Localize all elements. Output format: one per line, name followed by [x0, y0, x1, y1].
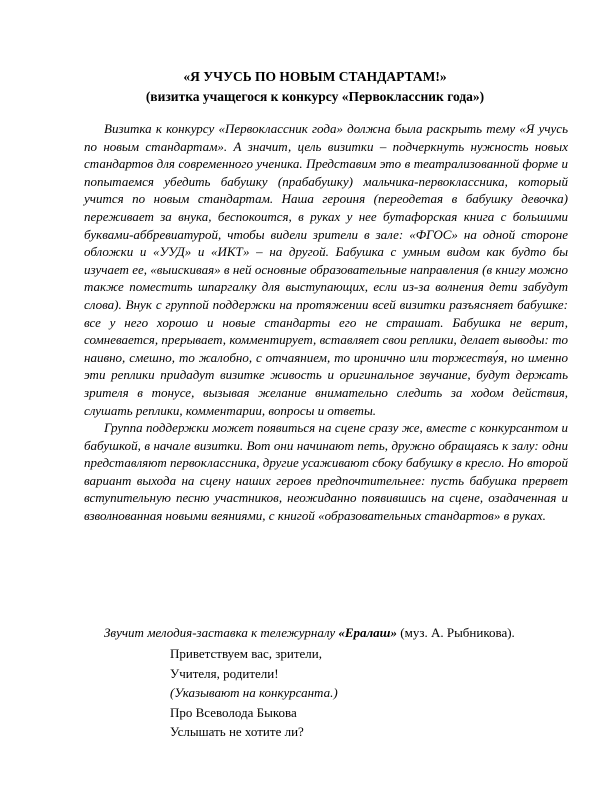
music-cue-line: [104, 624, 574, 642]
stage-direction: (Указывают на конкурсанта.): [170, 685, 338, 701]
paragraph-intro: Визитка к конкурсу «Первоклассник года» должна была раскрыть тему «Я учусь по новым стандартам». А значит, цель визитки – подчеркнуть нужность новых стандартов для современного ученика. Представим это в театрализованной форме и попытаемся убедить бабушку (прабабушку) мальчика-первоклассника, который учится по новым стандартам. Наша героиня (переодетая в бабушку девочка) переживает за внука, беспокоится, в руках у нее бутафорская книга с большими буквами-аббревиатурой, чтобы видели зрители в зале: «ФГОС» на одной стороне обложки и «УУД» и «ИКТ» – на другой. Бабушка с умным видом как будто бы изучает ее, «выискивая» в ней основные образовательные направления (в книгу можно также поместить шпаргалку для выступающих, если из-за волнения дети забудут слова). Внук с группой поддержки на протяжении всей визитки разъясняет бабушке: все у него хорошо и новые стандарты его не страшат. Бабушка не верит, сомневается, прерывает, комментирует, вставляет свои реплики, делает выводы: то наивно, смешно, то жалобно, с отчаянием, то иронично или торжеству́я, но именно эти реплики придадут визитке живость и оригинальное звучание, будут держать зрителя в тонусе, вызывая желание внимательно следить за ходом действия, слушать реплики, комментарии, вопросы и ответы.: [84, 121, 568, 418]
song-verse: [170, 644, 550, 742]
verse-line: Приветствуем вас, зрители,: [170, 646, 322, 661]
document-subtitle: (визитка учащегося к конкурсу «Первоклассник года»): [145, 89, 485, 104]
music-cue-credit: (муз. А. Рыбникова).: [397, 625, 515, 640]
music-cue-lead: Звучит мелодия-заставка к тележурналу: [104, 625, 339, 640]
verse-line: Про Всеволода Быкова: [170, 704, 297, 720]
paragraph-support-group: Группа поддержки может появиться на сцене сразу же, вместе с конкурсантом и бабушкой, в начале визитки. Вот они начинают петь, дружно обращаясь к залу: одни представляют первоклассника, другие усаживают сбоку бабушку в кресло. Но второй вариант выхода на сцену наших героев предпочтительнее: пусть бабушка прервет вступительную песню участников, неожиданно появившись на сцене, озадаченная и взволнованная новыми веяниями, с книгой «образовательных стандартов» в руках.: [84, 420, 568, 524]
document-title: «Я УЧУСЬ ПО НОВЫМ СТАНДАРТАМ!»: [183, 69, 447, 84]
verse-line: Учителя, родители!: [170, 665, 279, 681]
music-cue-show: «Ералаш»: [338, 625, 398, 640]
document-body: [84, 120, 568, 525]
verse-line: Услышать не хотите ли?: [170, 724, 304, 740]
